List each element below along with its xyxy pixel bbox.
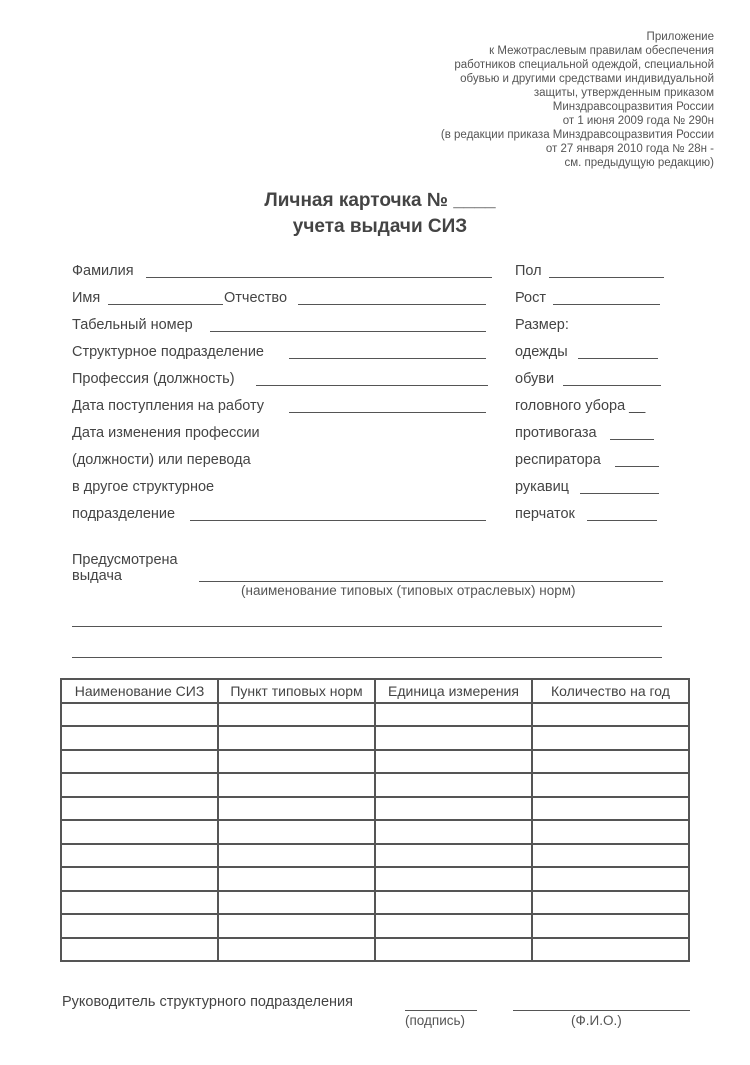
table-cell[interactable]	[532, 750, 689, 774]
label-data-izm: Дата изменения профессии	[72, 425, 260, 441]
field-vydacha-line-3[interactable]	[72, 657, 662, 658]
label-profession: Профессия (должность)	[72, 371, 235, 387]
label-rukavic: рукавиц	[515, 479, 569, 495]
table-cell[interactable]	[61, 867, 218, 891]
field-familiya[interactable]	[146, 277, 492, 278]
table-cell[interactable]	[61, 938, 218, 962]
label-respiratora: респиратора	[515, 452, 601, 468]
label-otchestvo: Отчество	[224, 290, 288, 306]
table-cell[interactable]	[375, 867, 532, 891]
field-profession[interactable]	[256, 385, 488, 386]
table-cell[interactable]	[532, 844, 689, 868]
label-golovnogo: головного убора __	[515, 398, 646, 414]
table-cell[interactable]	[218, 703, 375, 727]
card-subtitle: учета выдачи СИЗ	[292, 216, 468, 237]
label-data-izm: в другое структурное	[72, 479, 215, 495]
table-row	[61, 750, 689, 774]
label-vydacha: выдача	[72, 568, 122, 584]
table-cell[interactable]	[532, 938, 689, 962]
field-protivogaza[interactable]	[610, 439, 654, 440]
header-line: защиты, утвержденным приказом	[533, 87, 714, 99]
table-cell[interactable]	[61, 844, 218, 868]
label-data-post: Дата поступления на работу	[72, 398, 265, 414]
label-imya: Имя	[72, 290, 101, 306]
column-header: Количество на год	[532, 679, 689, 703]
field-obuvi[interactable]	[563, 385, 661, 386]
table-row	[61, 867, 689, 891]
header-line: см. предыдущую редакцию)	[564, 157, 714, 169]
table-cell[interactable]	[375, 703, 532, 727]
table-cell[interactable]	[375, 773, 532, 797]
table-cell[interactable]	[218, 938, 375, 962]
label-odezhdy: одежды	[515, 344, 568, 360]
table-cell[interactable]	[61, 797, 218, 821]
label-familiya: Фамилия	[72, 263, 134, 279]
card-title: Личная карточка № ____	[264, 190, 496, 211]
field-odezhdy[interactable]	[578, 358, 658, 359]
table-cell[interactable]	[61, 726, 218, 750]
field-perchatok[interactable]	[587, 520, 657, 521]
table-cell[interactable]	[61, 914, 218, 938]
header-line: (в редакции приказа Минздравсоцразвития России	[440, 129, 714, 141]
header-line: от 27 января 2010 года № 28н -	[545, 143, 714, 155]
table-cell[interactable]	[532, 820, 689, 844]
column-header: Пункт типовых норм	[218, 679, 375, 703]
siz-table	[60, 678, 690, 962]
label-protivogaza: противогаза	[515, 425, 597, 441]
podpis-caption: (подпись)	[405, 1013, 466, 1028]
table-row	[61, 914, 689, 938]
table-cell[interactable]	[61, 773, 218, 797]
label-perchatok: перчаток	[515, 506, 575, 522]
field-otchestvo[interactable]	[298, 304, 486, 305]
table-cell[interactable]	[375, 726, 532, 750]
table-cell[interactable]	[532, 867, 689, 891]
header-line: Приложение	[646, 31, 714, 43]
table-cell[interactable]	[61, 750, 218, 774]
table-cell[interactable]	[61, 891, 218, 915]
header-line: обувью и другими средствами индивидуальной	[460, 73, 714, 85]
field-imya[interactable]	[108, 304, 223, 305]
header-line: к Межотраслевым правилам обеспечения	[489, 45, 714, 57]
table-header-row	[61, 679, 689, 703]
label-podrazd: Структурное подразделение	[72, 344, 264, 360]
field-podrazd[interactable]	[289, 358, 486, 359]
label-data-izm: подразделение	[72, 506, 176, 522]
table-cell[interactable]	[532, 797, 689, 821]
field-podpis[interactable]	[405, 1010, 477, 1011]
table-cell[interactable]	[532, 773, 689, 797]
table-row	[61, 773, 689, 797]
table-cell[interactable]	[532, 914, 689, 938]
table-cell[interactable]	[375, 750, 532, 774]
field-vydacha[interactable]	[199, 581, 663, 582]
footer-label: Руководитель структурного подразделения	[62, 994, 353, 1010]
table-cell[interactable]	[218, 891, 375, 915]
column-header: Наименование СИЗ	[61, 679, 218, 703]
table-cell[interactable]	[218, 773, 375, 797]
label-razmer: Размер:	[515, 317, 569, 333]
label-data-izm: (должности) или перевода	[72, 452, 251, 468]
label-vydacha: Предусмотрена	[72, 552, 178, 568]
table-cell[interactable]	[218, 726, 375, 750]
field-fio[interactable]	[513, 1010, 690, 1011]
vydacha-caption: (наименование типовых (типовых отраслевых) норм)	[241, 583, 576, 598]
table-cell[interactable]	[375, 914, 532, 938]
label-rost: Рост	[515, 290, 546, 306]
table-cell[interactable]	[218, 867, 375, 891]
table-cell[interactable]	[375, 820, 532, 844]
table-cell[interactable]	[375, 797, 532, 821]
field-data-post[interactable]	[289, 412, 486, 413]
table-cell[interactable]	[218, 820, 375, 844]
table-cell[interactable]	[532, 703, 689, 727]
field-respiratora[interactable]	[615, 466, 659, 467]
header-line: Минздравсоцразвития России	[552, 101, 714, 113]
label-obuvi: обуви	[515, 371, 555, 387]
table-row	[61, 891, 689, 915]
field-pol[interactable]	[549, 277, 664, 278]
column-header: Единица измерения	[375, 679, 532, 703]
field-rost[interactable]	[553, 304, 660, 305]
table-cell[interactable]	[375, 844, 532, 868]
table-cell[interactable]	[61, 703, 218, 727]
table-row	[61, 820, 689, 844]
table-row	[61, 797, 689, 821]
table-row	[61, 938, 689, 962]
table-cell[interactable]	[375, 938, 532, 962]
table-cell[interactable]	[532, 726, 689, 750]
field-data-izm[interactable]	[190, 520, 486, 521]
field-tabel[interactable]	[210, 331, 486, 332]
table-row	[61, 726, 689, 750]
table-cell[interactable]	[218, 750, 375, 774]
table-row	[61, 844, 689, 868]
table-cell[interactable]	[218, 914, 375, 938]
field-rukavic[interactable]	[580, 493, 659, 494]
table-cell[interactable]	[218, 844, 375, 868]
field-vydacha-line-2[interactable]	[72, 626, 662, 627]
table-row	[61, 703, 689, 727]
header-line: от 1 июня 2009 года № 290н	[562, 115, 714, 127]
label-pol: Пол	[515, 263, 542, 279]
label-tabel: Табельный номер	[72, 317, 193, 333]
table-cell[interactable]	[61, 820, 218, 844]
header-line: работников специальной одеждой, специальной	[454, 59, 714, 71]
table-cell[interactable]	[375, 891, 532, 915]
fio-caption: (Ф.И.О.)	[571, 1013, 622, 1028]
table-cell[interactable]	[532, 891, 689, 915]
table-cell[interactable]	[218, 797, 375, 821]
